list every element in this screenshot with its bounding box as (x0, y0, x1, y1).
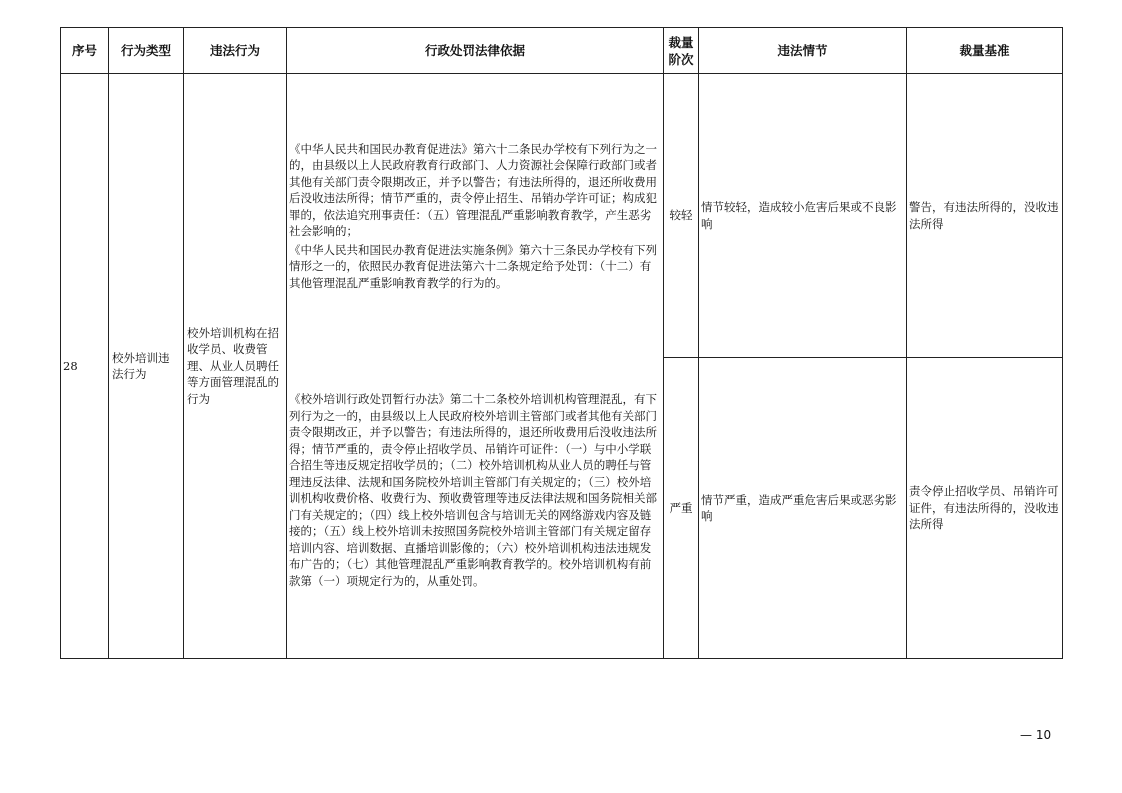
header-row (61, 28, 1063, 74)
penalty-table (60, 27, 1063, 659)
row-basis (287, 74, 664, 659)
header-standard: 裁量基准 (907, 28, 1063, 74)
page-number: — 10 (1020, 728, 1052, 742)
header-type: 行为类型 (109, 28, 184, 74)
header-basis: 行政处罚法律依据 (287, 28, 664, 74)
basis-para-3: 《校外培训行政处罚暂行办法》第二十二条校外培训机构管理混乱，有下列行为之一的，由县级以上人民政府校外培训主管部门或者其他有关部门责令限期改正，并予以警告；有违法所得的，退还所收费用后没收违法所得；情节严重的，责令停止招收学员、吊销许可证件：（一）与中小学联合招生等违反规定招收学员的；（二）校外培训机构从业人员的聘任与管理违反法律、法规和国务院校外培训主管部门有关规定的；（三）校外培训机构收费价格、收费行为、预收费管理等违反法律法规和国务院相关部门有关规定的；（四）线上校外培训包含与培训无关的网络游戏内容及链接的；（五）线上校外培训未按照国务院校外培训主管部门有关规定留存培训内容、培训数据、直播培训影像的；（六）校外培训机构违法违规发布广告的；（七）其他管理混乱严重影响教育教学的。校外培训机构有前款第（一）项规定行为的，从重处罚。 (289, 392, 657, 588)
header-act: 违法行为 (184, 28, 287, 74)
table-row (61, 74, 1063, 358)
header-situation: 违法情节 (699, 28, 907, 74)
row-no: 28 (61, 74, 109, 659)
standard-severe: 责令停止招收学员、吊销许可证件，有违法所得的，没收违法所得 (907, 358, 1063, 659)
situation-severe: 情节严重，造成严重危害后果或恶劣影响 (699, 358, 907, 659)
row-act: 校外培训机构在招收学员、收费管理、从业人员聘任等方面管理混乱的行为 (184, 74, 287, 659)
header-no: 序号 (61, 28, 109, 74)
row-type: 校外培训违法行为 (109, 74, 184, 659)
basis-para-1: 《中华人民共和国民办教育促进法》第六十二条民办学校有下列行为之一的，由县级以上人民政府教育行政部门、人力资源社会保障行政部门或者其他有关部门责令限期改正，并予以警告；有违法所得的，退还所收费用后没收违法所得；情节严重的，责令停止招生、吊销办学许可证；构成犯罪的，依法追究刑事责任：（五）管理混乱严重影响教育教学，产生恶劣社会影响的； (289, 141, 657, 239)
basis-para-2: 《中华人民共和国民办教育促进法实施条例》第六十三条民办学校有下列情形之一的，依照民办教育促进法第六十二条规定给予处罚：（十二）有其他管理混乱严重影响教育教学的行为的。 (289, 242, 657, 290)
header-level-label: 裁量阶次 (668, 34, 694, 67)
header-level (664, 28, 699, 74)
standard-light: 警告，有违法所得的，没收违法所得 (907, 74, 1063, 358)
situation-light: 情节较轻，造成较小危害后果或不良影响 (699, 74, 907, 358)
level-light: 较轻 (664, 74, 699, 358)
level-severe: 严重 (664, 358, 699, 659)
